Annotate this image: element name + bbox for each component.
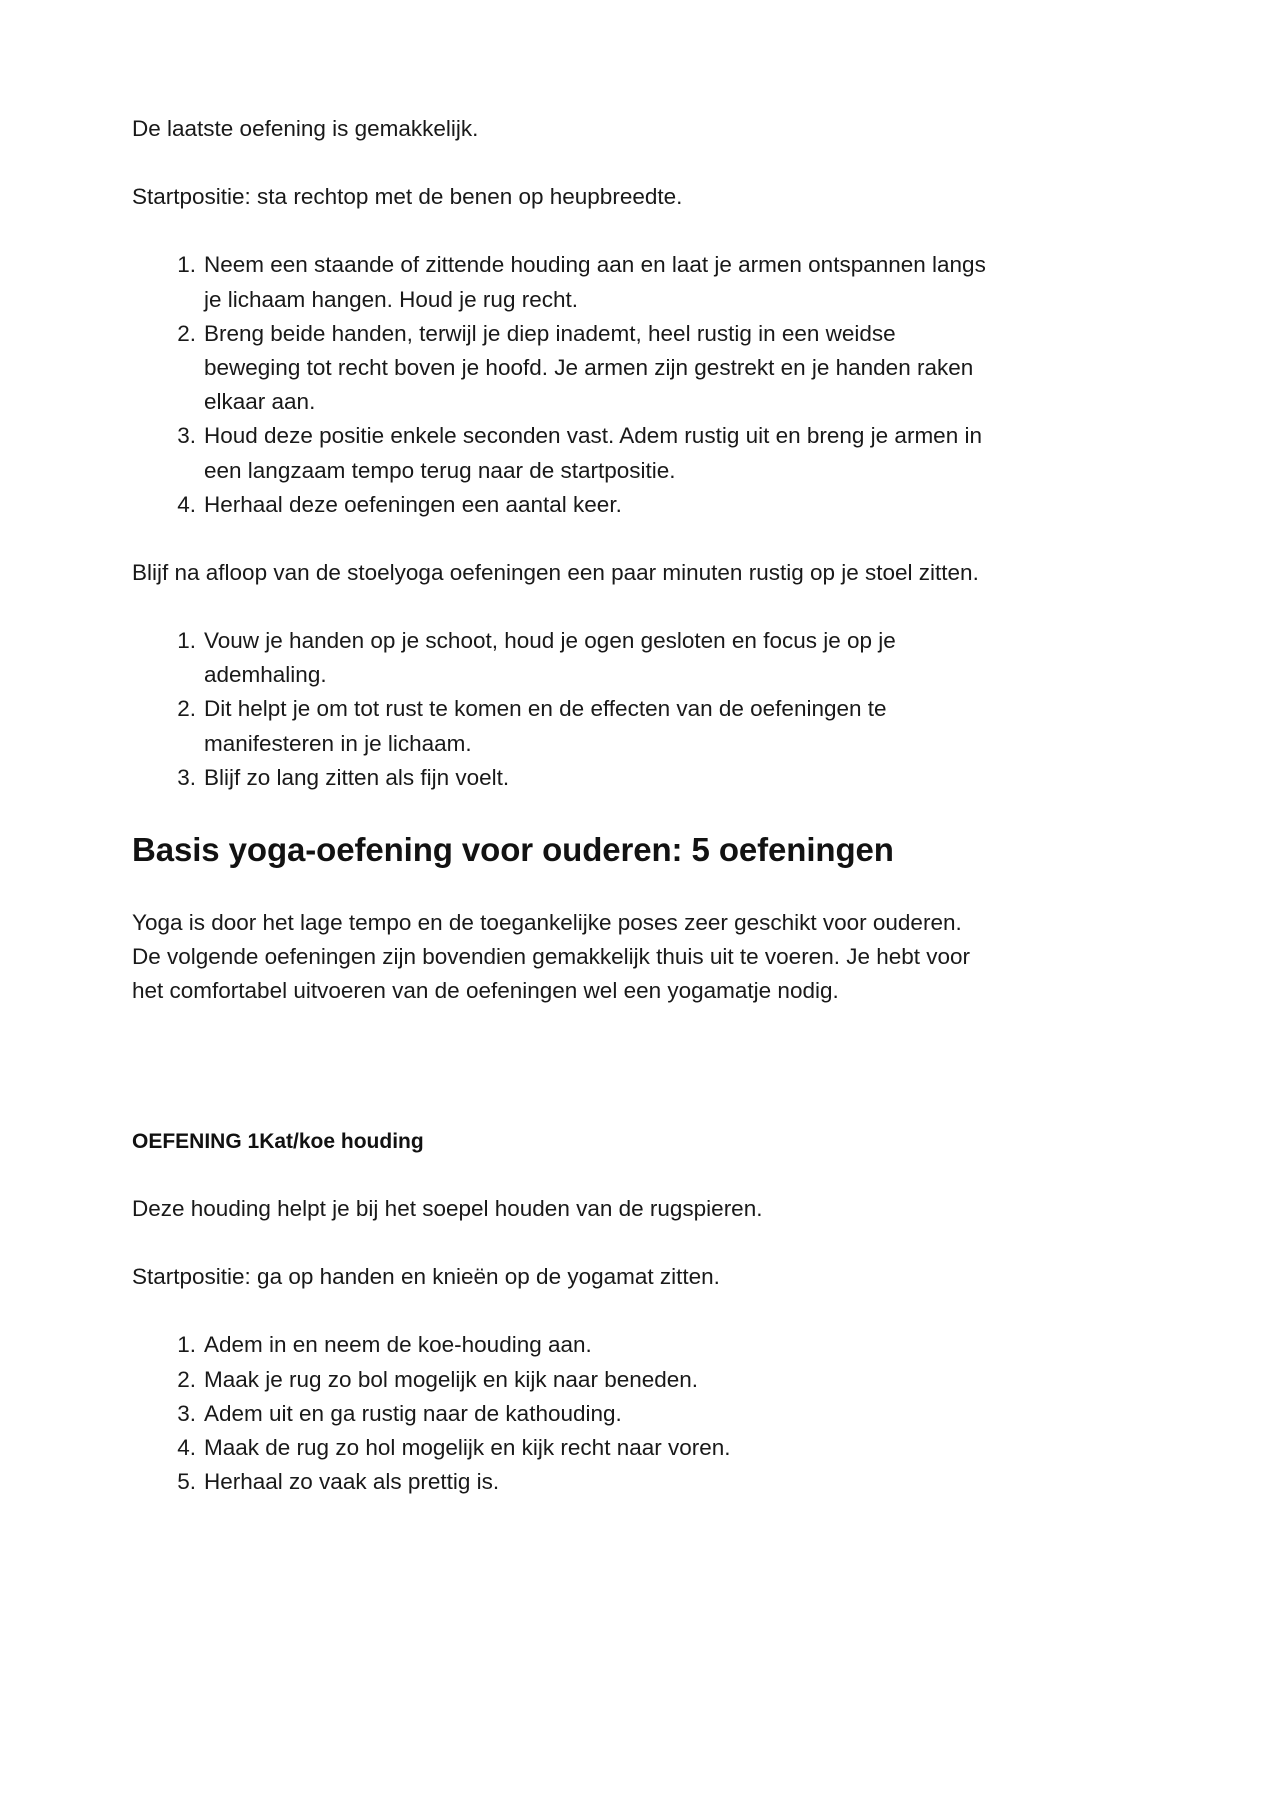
start-position-paragraph-2: Startpositie: ga op handen en knieën op de yogamat zitten. bbox=[132, 1264, 720, 1290]
paragraph-spacer bbox=[132, 214, 1030, 248]
numbered-list-1 bbox=[132, 248, 992, 522]
list-item: Neem een staande of zittende houding aan en laat je armen ontspannen langs je lichaam hangen. Houd je rug recht. bbox=[204, 252, 986, 312]
list-item: Maak de rug zo hol mogelijk en kijk recht naar voren. bbox=[204, 1434, 731, 1460]
paragraph-spacer bbox=[132, 1294, 1030, 1328]
list-item: Breng beide handen, terwijl je diep inademt, heel rustig in een weidse beweging tot recht boven je hoofd. Je armen zijn gestrekt en je handen raken elkaar aan. bbox=[204, 320, 974, 415]
section-intro-paragraph: Yoga is door het lage tempo en de toegankelijke poses zeer geschikt voor ouderen. De volgende oefeningen zijn bovendien gemakkelijk thuis uit te voeren. Je hebt voor het comfortabel uitvoeren van de oefeningen wel een yogamatje nodig. bbox=[132, 909, 971, 1004]
list-item: Vouw je handen op je schoot, houd je ogen gesloten en focus je op je ademhaling. bbox=[204, 628, 896, 688]
large-spacer bbox=[132, 1008, 1030, 1126]
paragraph-spacer bbox=[132, 522, 1030, 556]
heading-spacer bbox=[132, 795, 1030, 829]
exercise-intro-paragraph: Deze houding helpt je bij het soepel houden van de rugspieren. bbox=[132, 1195, 763, 1221]
list-item: Dit helpt je om tot rust te komen en de effecten van de oefeningen te manifesteren in je lichaam. bbox=[204, 696, 887, 756]
exercise-label: OEFENING 1Kat/koe houding bbox=[132, 1130, 424, 1154]
list-item: Adem in en neem de koe-houding aan. bbox=[204, 1332, 592, 1358]
list-item: Herhaal zo vaak als prettig is. bbox=[204, 1469, 500, 1495]
list-item: Maak je rug zo bol mogelijk en kijk naar beneden. bbox=[204, 1366, 699, 1392]
list-item: Herhaal deze oefeningen een aantal keer. bbox=[204, 491, 622, 517]
numbered-list-2 bbox=[132, 624, 992, 795]
paragraph-spacer bbox=[132, 1226, 1030, 1260]
start-position-paragraph-1: Startpositie: sta rechtop met de benen op heupbreedte. bbox=[132, 184, 683, 210]
paragraph-spacer bbox=[132, 146, 1030, 180]
list-item: Blijf zo lang zitten als fijn voelt. bbox=[204, 764, 510, 790]
numbered-list-3 bbox=[132, 1328, 992, 1499]
paragraph-spacer bbox=[132, 1158, 1030, 1192]
after-list-paragraph: Blijf na afloop van de stoelyoga oefeningen een paar minuten rustig op je stoel zitten. bbox=[132, 559, 979, 585]
document-body bbox=[132, 112, 1030, 1499]
list-item: Adem uit en ga rustig naar de kathouding. bbox=[204, 1400, 622, 1426]
list-item: Houd deze positie enkele seconden vast. Adem rustig uit en breng je armen in een langzaam tempo terug naar de startpositie. bbox=[204, 423, 982, 483]
paragraph-spacer bbox=[132, 590, 1030, 624]
section-heading: Basis yoga-oefening voor ouderen: 5 oefeningen bbox=[132, 831, 894, 868]
paragraph-spacer bbox=[132, 872, 1030, 906]
intro-paragraph: De laatste oefening is gemakkelijk. bbox=[132, 116, 479, 141]
